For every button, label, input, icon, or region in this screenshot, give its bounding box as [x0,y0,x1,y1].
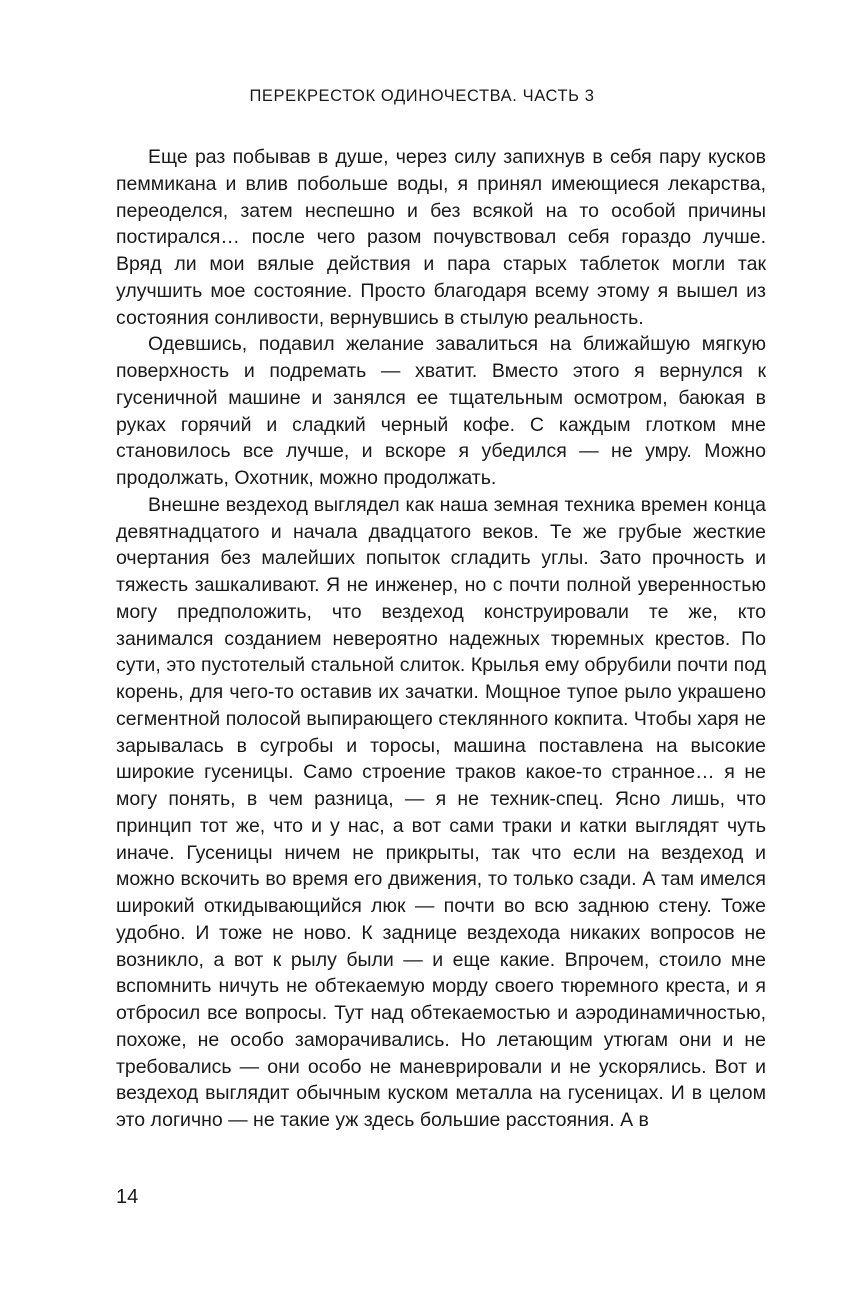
page-number: 14 [116,1186,139,1208]
paragraph-2: Одевшись, подавил желание завалиться на ближайшую мягкую поверхность и подремать — хватит. Вместо этого я вернулся к гусеничной машине и занялся ее тщательным осмотром, баюкая в руках горячий и сладкий черный кофе. С каждым глотком мне становилось все лучше, и вскоре я убедился — не умру. Можно продолжать, Охотник, можно продолжать. [116,333,766,489]
paragraph-1: Еще раз побывав в душе, через силу запихнув в себя пару кусков пеммикана и влив побольше воды, я принял имеющиеся лекарства, переоделся, затем неспешно и без всякой на то особой причины постирался… после чего разом почувствовал себя гораздо лучше. Вряд ли мои вялые действия и пара старых таблеток могли так улучшить мое состояние. Просто благодаря всему этому я вышел из состояния сонливости, вернувшись в стылую реальность. [116,146,766,329]
body-text [116,144,766,1134]
paragraph-3: Внешне вездеход выглядел как наша земная техника времен конца девятнадцатого и начала двадцатого веков. Те же грубые жесткие очертания без малейших попыток сгладить углы. Зато прочность и тяжесть зашкаливают. Я не инженер, но с почти полной уверенностью могу предположить, что вездеход конструировали те же, кто занимался созданием невероятно надежных тюремных крестов. По сути, это пустотелый стальной слиток. Крылья ему обрубили почти под корень, для чего-то оставив их зачатки. Мощное тупое рыло украшено сегментной полосой выпирающего стеклянного кокпита. Чтобы харя не зарывалась в сугробы и торосы, машина поставлена на высокие широкие гусеницы. Само строение траков какое-то странное… я не могу понять, в чем разница, — я не техник-спец. Ясно лишь, что принцип тот же, что и у нас, а вот сами траки и катки выглядят чуть иначе. Гусеницы ничем не прикрыты, так что если на вездеход и можно вскочить во время его движения, то только сзади. А там имелся широкий откидывающийся люк — почти во всю заднюю стену. Тоже удобно. И тоже не ново. К заднице вездехода никаких вопросов не возникло, а вот к рылу были — и еще какие. Впрочем, стоило мне вспомнить ничуть не обтекаемую морду своего тюремного креста, и я отбросил все вопросы. Тут над обтекаемостью и аэродинамичностью, похоже, не особо заморачивались. Но летающим утюгам они и не требовались — они особо не маневрировали и не ускорялись. Вот и вездеход выглядит обычным куском металла на гусеницах. И в целом это логично — не такие уж здесь большие расстояния. А в [116,493,766,1131]
running-head: ПЕРЕКРЕСТОК ОДИНОЧЕСТВА. ЧАСТЬ 3 [249,87,595,105]
